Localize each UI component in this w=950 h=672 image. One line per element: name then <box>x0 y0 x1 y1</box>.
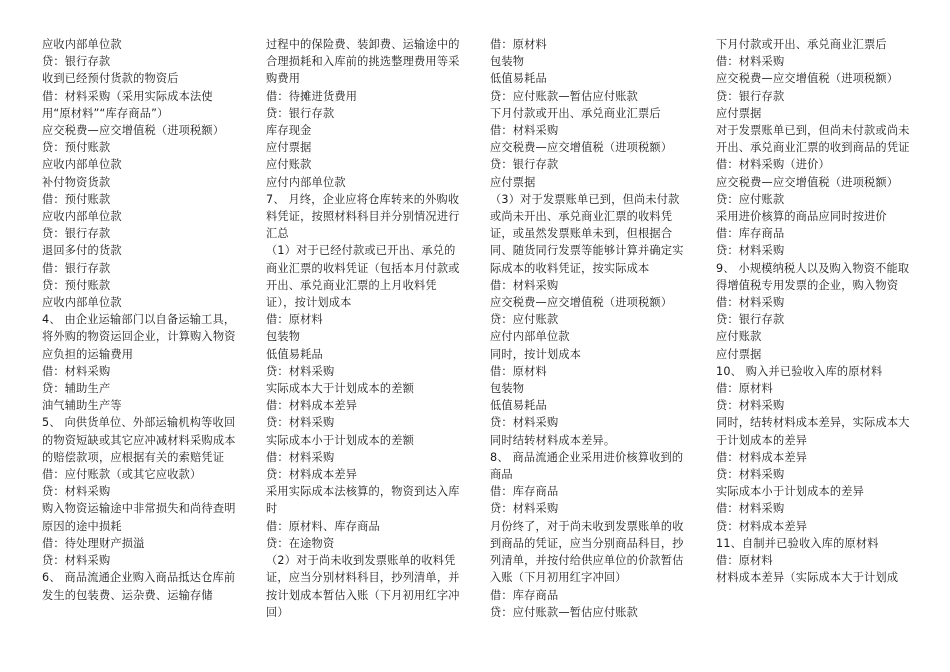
text-line: 借：库存商品 <box>490 485 559 499</box>
text-line: 贷：材料采购 <box>490 502 559 516</box>
text-line: 贷：银行存款 <box>490 158 559 172</box>
text-line: 贷：应付账款—暂估应付账款 <box>490 89 639 103</box>
text-line: 4、 由企业运输部门以自备运输工具，将外购的物资运回企业，计算购入物资应负担的运输费用 <box>42 313 236 361</box>
text-line: 8、 商品流通企业采用进价核算收到的商品 <box>490 450 684 482</box>
text-line: 应收内部单位款 <box>42 296 122 310</box>
text-line: 应交税费—应交增值税（进项税额） <box>42 124 225 138</box>
text-line: 应付内部单位款 <box>490 330 570 344</box>
text-line: 10、 购入并已验收入库的原材料 <box>716 364 883 378</box>
text-line: 应付票据 <box>266 141 312 155</box>
text-line: 应收内部单位款 <box>42 158 122 172</box>
text-line: （1）对于已经付款或已开出、承兑的商业汇票的收料凭证（包括本月付款或开出、承兑商业汇票的上月收料凭证），按计划成本 <box>266 244 460 310</box>
text-line: 借：待处理财产损溢 <box>42 536 145 550</box>
text-line: 贷：银行存款 <box>716 313 785 327</box>
text-line: 库存现金 <box>266 124 312 138</box>
text-line: 9、 小规模纳税人以及购入物资不能取得增值税专用发票的企业，购入物资 <box>716 261 910 292</box>
text-line: 借：材料采购 <box>716 55 785 69</box>
text-line: 借：待摊进货费用 <box>266 89 358 103</box>
text-line: 实际成本小于计划成本的差异 <box>716 485 865 499</box>
text-line: 应付票据 <box>490 175 536 189</box>
text-line: 贷：材料采购 <box>490 416 559 430</box>
text-line: 实际成本大于计划成本的差额 <box>266 382 415 396</box>
text-line: 借：原材料 <box>266 313 323 327</box>
text-line: 借：应付账款（或其它应收款） <box>42 468 202 482</box>
text-line: 借：原材料 <box>716 382 773 396</box>
text-line: 贷：辅助生产 <box>42 382 111 396</box>
text-column-1 <box>42 36 238 604</box>
text-line: 月份终了，对于尚未收到发票账单的收到商品的凭证，应当分别商品科目，抄列清单，并按付给供应单位的价款暂估入账（下月初用红字冲回） <box>490 519 684 585</box>
text-line: 借：银行存款 <box>42 261 111 275</box>
text-line: 贷：预付账款 <box>42 278 111 292</box>
text-line: 贷：材料采购 <box>716 399 785 413</box>
text-line: 贷：应付账款 <box>490 313 559 327</box>
text-line: 贷：材料采购 <box>42 485 111 499</box>
text-line: 应付票据 <box>716 347 762 361</box>
text-line: 贷：预付账款 <box>42 141 111 155</box>
text-line: 采用实际成本法核算的，物资到达入库时 <box>266 485 460 516</box>
text-line: 借：库存商品 <box>490 588 559 602</box>
text-line: 包装物 <box>490 55 525 69</box>
text-line: 贷：应付账款 <box>716 192 785 206</box>
text-line: 借：材料采购 <box>42 364 111 378</box>
text-line: 应付票据 <box>716 106 762 120</box>
text-column-3 <box>490 36 686 621</box>
text-line: 应付账款 <box>266 158 312 172</box>
text-line: 应付账款 <box>716 330 762 344</box>
text-line: 油气辅助生产等 <box>42 399 122 413</box>
text-line: 贷：银行存款 <box>266 106 335 120</box>
text-line: 应交税费—应交增值税（进项税额） <box>716 72 899 86</box>
text-line: 下月付款或开出、承兑商业汇票后 <box>716 38 887 51</box>
text-line: 5、 向供货单位、外部运输机构等收回的物资短缺或其它应冲减材料采购成本的赔偿款项，应根据有关的索赔凭证 <box>42 416 236 464</box>
text-line: 7、 月终，企业应将仓库转来的外购收料凭证，按照材料科目并分别情况进行汇总 <box>266 192 460 241</box>
text-line: 补付物资货款 <box>42 175 111 189</box>
text-line: 11、自制并已验收入库的原材料 <box>716 536 879 550</box>
text-line: 低值易耗品 <box>266 347 323 361</box>
text-line: 应收内部单位款 <box>42 210 122 224</box>
text-line: （3）对于发票账单已到，但尚未付款或尚未开出、承兑商业汇票的收料凭证，或虽然发票账单未到，但根据合同、随货同行发票等能够计算并确定实际成本的收料凭证，按实际成本 <box>490 192 684 275</box>
text-line: 借：材料采购 <box>490 278 559 292</box>
text-line: 贷：材料成本差异 <box>266 468 358 482</box>
text-line: 借：原材料 <box>490 364 547 378</box>
text-line: 借：库存商品 <box>716 227 785 241</box>
text-line: 低值易耗品 <box>490 399 547 413</box>
text-line: 贷：材料成本差异 <box>716 519 808 533</box>
text-line: 贷：银行存款 <box>716 89 785 103</box>
text-line: 过程中的保险费、装卸费、运输途中的合理损耗和入库前的挑选整理费用等采购费用 <box>266 38 460 86</box>
text-line: 贷：银行存款 <box>42 227 111 241</box>
text-line: 借：材料采购 <box>490 124 559 138</box>
text-line: 应收内部单位款 <box>42 38 122 51</box>
text-column-4 <box>716 36 912 587</box>
text-line: 贷：材料采购 <box>266 416 335 430</box>
text-line: 6、 商品流通企业购入商品抵达仓库前发生的包装费、运杂费、运输存储 <box>42 571 236 602</box>
text-line: 贷：材料采购 <box>42 554 111 568</box>
text-line: 借：材料成本差异 <box>266 399 358 413</box>
text-line: 借：材料成本差异 <box>716 450 808 464</box>
text-line: 退回多付的货款 <box>42 244 122 258</box>
text-line: 实际成本小于计划成本的差额 <box>266 433 415 447</box>
text-line: 借：原材料 <box>490 38 547 51</box>
text-line: 贷：材料采购 <box>716 244 785 258</box>
text-line: 采用进价核算的商品应同时按进价 <box>716 210 887 224</box>
text-line: 借：材料采购（进价） <box>716 158 830 172</box>
text-line: （2）对于尚未收到发票账单的收料凭证，应当分别材料科目，抄列清单，并按计划成本暂估入账（下月初用红字冲回） <box>266 554 460 619</box>
text-line: 购入物资运输途中非常损失和尚待查明原因的途中损耗 <box>42 502 236 533</box>
text-line: 借：材料采购 <box>266 450 335 464</box>
text-line: 包装物 <box>266 330 301 344</box>
text-line: 借：预付账款 <box>42 192 111 206</box>
text-line: 借：原材料 <box>716 554 773 568</box>
text-line: 应交税费—应交增值税（进项税额） <box>490 296 673 310</box>
text-line: 同时结转材料成本差异。 <box>490 433 616 447</box>
text-line: 材料成本差异（实际成本大于计划成 <box>716 571 899 585</box>
text-line: 贷：应付账款—暂估应付账款 <box>490 605 639 619</box>
text-line: 贷：在途物资 <box>266 536 335 550</box>
text-line: 低值易耗品 <box>490 72 547 86</box>
text-column-2 <box>266 36 462 621</box>
text-line: 同时，按计划成本 <box>490 347 582 361</box>
text-line: 贷：银行存款 <box>42 55 111 69</box>
text-line: 应付内部单位款 <box>266 175 346 189</box>
text-line: 借：材料采购（采用实际成本法使用“原材料”“库存商品”） <box>42 89 213 120</box>
text-line: 借：材料采购 <box>716 502 785 516</box>
text-line: 贷：材料采购 <box>716 468 785 482</box>
text-line: 下月付款或开出、承兑商业汇票后 <box>490 106 661 120</box>
text-line: 对于发票账单已到，但尚未付款或尚未开出、承兑商业汇票的收到商品的凭证 <box>716 124 910 155</box>
text-line: 贷：材料采购 <box>266 364 335 378</box>
text-line: 借：材料采购 <box>716 296 785 310</box>
text-line: 包装物 <box>490 382 525 396</box>
text-line: 应交税费—应交增值税（进项税额） <box>716 175 899 189</box>
text-line: 同时，结转材料成本差异，实际成本大于计划成本的差异 <box>716 416 910 447</box>
text-line: 借：原材料、库存商品 <box>266 519 380 533</box>
text-line: 收到已经预付货款的物资后 <box>42 72 179 86</box>
text-line: 应交税费—应交增值税（进项税额） <box>490 141 673 155</box>
